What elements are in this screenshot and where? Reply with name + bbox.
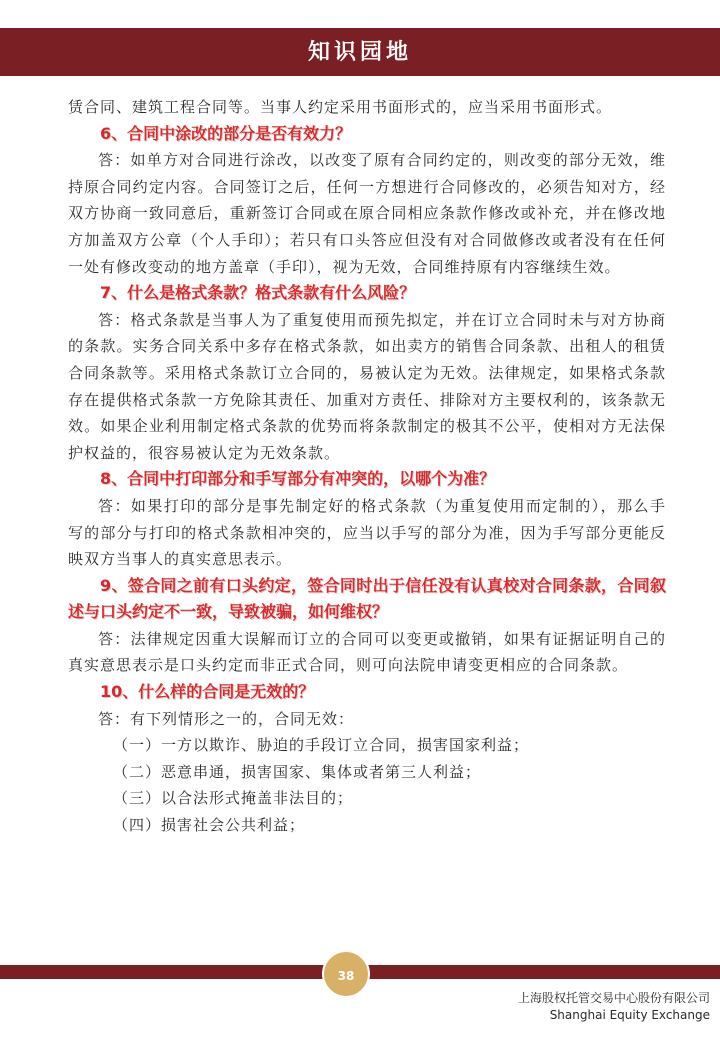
page-number-badge: 38 xyxy=(322,950,370,998)
question-8: 8、合同中打印部分和手写部分有冲突的，以哪个为准？ xyxy=(100,469,496,489)
question-7: 7、什么是格式条款？格式条款有什么风险？ xyxy=(100,283,416,303)
list-item: （四）损害社会公共利益； xyxy=(113,816,306,835)
answer-7: 答：格式条款是当事人为了重复使用而预先拟定，并在订立合同时未与对方协商的条款。实务合同关系中多存在格式条款，如出卖方的销售合同条款、出租人的租赁合同条款等。采用格式条款订立合同的，易被认定为无效。法律规定，如果格式条款存在提供格式条款一方免除其责任、加重对方责任、排除对方主要权利的，该条款无效。如果企业利用制定格式条款的优势而将条款制定的极其不公平，使相对方无法保护权益的，很容易被认定为无效条款。 xyxy=(68,310,666,462)
answer-10: 答：有下列情形之一的，合同无效： xyxy=(98,709,355,728)
list-item: （一）一方以欺诈、胁迫的手段订立合同，损害国家利益； xyxy=(113,736,530,755)
question-6: 6、合同中涂改的部分是否有效力？ xyxy=(100,123,352,143)
header-band xyxy=(0,28,720,76)
answer-8: 答：如果打印的部分是事先制定好的格式条款（为重复使用而定制的），那么手写的部分与打印的格式条款相冲突的，应当以手写的部分为准，因为手写部分更能反映双方当事人的真实意思表示。 xyxy=(68,496,666,569)
answer-6: 答：如单方对合同进行涂改，以改变了原有合同约定的，则改变的部分无效，维持原合同约定内容。合同签订之后，任何一方想进行合同修改的，必须告知对方，经双方协商一致同意后，重新签订合同或在原合同相应条款作修改或补充，并在修改地方加盖双方公章（个人手印）；若只有口头答应但没有对合同做修改或者没有在任何一处有修改变动的地方盖章（手印），视为无效，合同维持原有内容继续生效。 xyxy=(68,151,666,276)
organization-name-cn: 上海股权托管交易中心股份有限公司 xyxy=(517,991,710,1005)
list-item: （三）以合法形式掩盖非法目的； xyxy=(113,789,354,808)
question-9: 9、签合同之前有口头约定，签合同时出于信任没有认真校对合同条款，合同叙述与口头约定不一致，导致被骗，如何维权？ xyxy=(68,575,666,622)
list-item: （二）恶意串通，损害国家、集体或者第三人利益； xyxy=(113,762,482,781)
paragraph-intro: 赁合同、建筑工程合同等。当事人约定采用书面形式的，应当采用书面形式。 xyxy=(68,98,613,116)
question-10: 10、什么样的合同是无效的？ xyxy=(100,682,315,702)
organization-name xyxy=(518,990,710,1024)
organization-name-en: Shanghai Equity Exchange xyxy=(549,1008,710,1022)
answer-9: 答：法律规定因重大误解而订立的合同可以变更或撤销，如果有证据证明自己的真实意思表示是口头约定而非正式合同，则可向法院申请变更相应的合同条款。 xyxy=(68,629,666,675)
page-title: 知识园地 xyxy=(307,39,412,65)
article-body xyxy=(68,94,666,839)
